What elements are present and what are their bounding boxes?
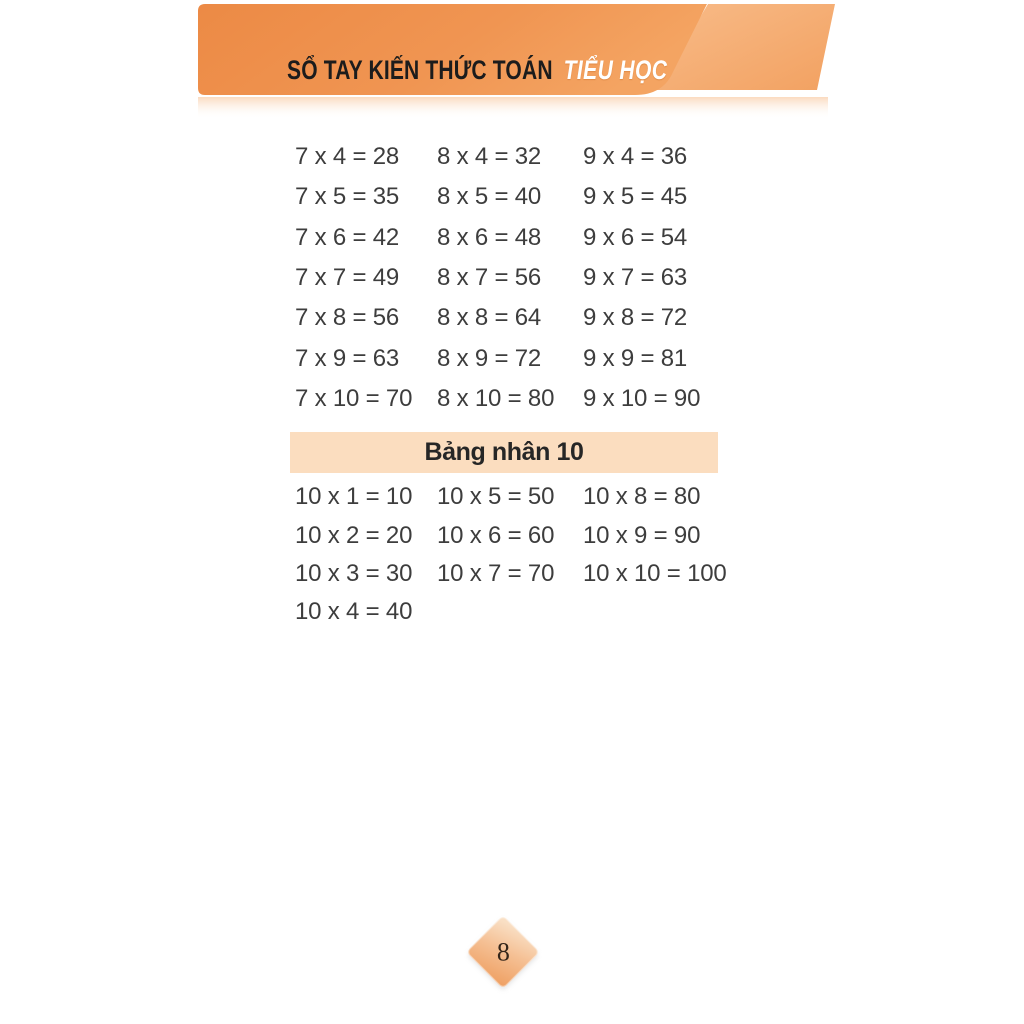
fact-cell: 10 x 7 = 70 — [437, 559, 555, 587]
fact-cell: 9 x 5 = 45 — [583, 183, 688, 211]
table-row — [295, 478, 735, 516]
fact-cell: 9 x 6 = 54 — [583, 223, 688, 251]
table-row — [295, 298, 735, 338]
fact-cell: 10 x 1 = 10 — [295, 483, 413, 511]
fact-cell: 8 x 7 = 56 — [437, 264, 542, 292]
fact-cell: 8 x 8 = 64 — [437, 304, 542, 332]
fact-cell: 7 x 4 = 28 — [295, 143, 400, 171]
fact-cell: 10 x 8 = 80 — [583, 483, 701, 511]
fact-cell: 8 x 4 = 32 — [437, 143, 542, 171]
multiplication-table-upper — [295, 137, 735, 419]
fact-cell: 7 x 8 = 56 — [295, 304, 400, 332]
fact-cell: 8 x 9 = 72 — [437, 344, 542, 372]
table-row — [295, 379, 735, 419]
table-row — [295, 137, 735, 177]
table-row — [295, 516, 735, 554]
fact-cell: 7 x 5 = 35 — [295, 183, 400, 211]
fact-cell: 10 x 10 = 100 — [583, 559, 727, 587]
page-number-diamond — [466, 915, 540, 989]
multiplication-table-lower — [295, 478, 735, 632]
table-row — [295, 177, 735, 217]
fact-cell: 7 x 6 = 42 — [295, 223, 400, 251]
page-title — [287, 53, 667, 87]
band-title: Bảng nhân 10 — [424, 438, 584, 466]
fact-cell: 9 x 9 = 81 — [583, 344, 688, 372]
fact-cell: 9 x 10 = 90 — [583, 384, 701, 412]
fact-cell: 10 x 4 = 40 — [295, 598, 413, 626]
table-row — [295, 593, 735, 631]
fact-cell: 10 x 9 = 90 — [583, 521, 701, 549]
fact-cell: 8 x 5 = 40 — [437, 183, 542, 211]
fact-cell: 10 x 2 = 20 — [295, 521, 413, 549]
fact-cell: 9 x 8 = 72 — [583, 304, 688, 332]
fact-cell: 8 x 10 = 80 — [437, 384, 555, 412]
fact-cell: 10 x 3 = 30 — [295, 559, 413, 587]
banner-reflection — [198, 97, 828, 119]
fact-cell: 9 x 4 = 36 — [583, 143, 688, 171]
table-row — [295, 338, 735, 378]
page-number: 8 — [496, 937, 510, 966]
table-row — [295, 218, 735, 258]
title-main: SỔ TAY KIẾN THỨC TOÁN — [287, 54, 553, 85]
table-row — [295, 555, 735, 593]
fact-cell: 7 x 9 = 63 — [295, 344, 400, 372]
fact-cell: 8 x 6 = 48 — [437, 223, 542, 251]
section-band — [290, 432, 718, 473]
fact-cell: 7 x 10 = 70 — [295, 384, 413, 412]
fact-cell: 10 x 6 = 60 — [437, 521, 555, 549]
fact-cell: 10 x 5 = 50 — [437, 483, 555, 511]
fact-cell: 7 x 7 = 49 — [295, 264, 400, 292]
table-row — [295, 258, 735, 298]
title-accent: TIỂU HỌC — [563, 54, 668, 85]
fact-cell: 9 x 7 = 63 — [583, 264, 688, 292]
